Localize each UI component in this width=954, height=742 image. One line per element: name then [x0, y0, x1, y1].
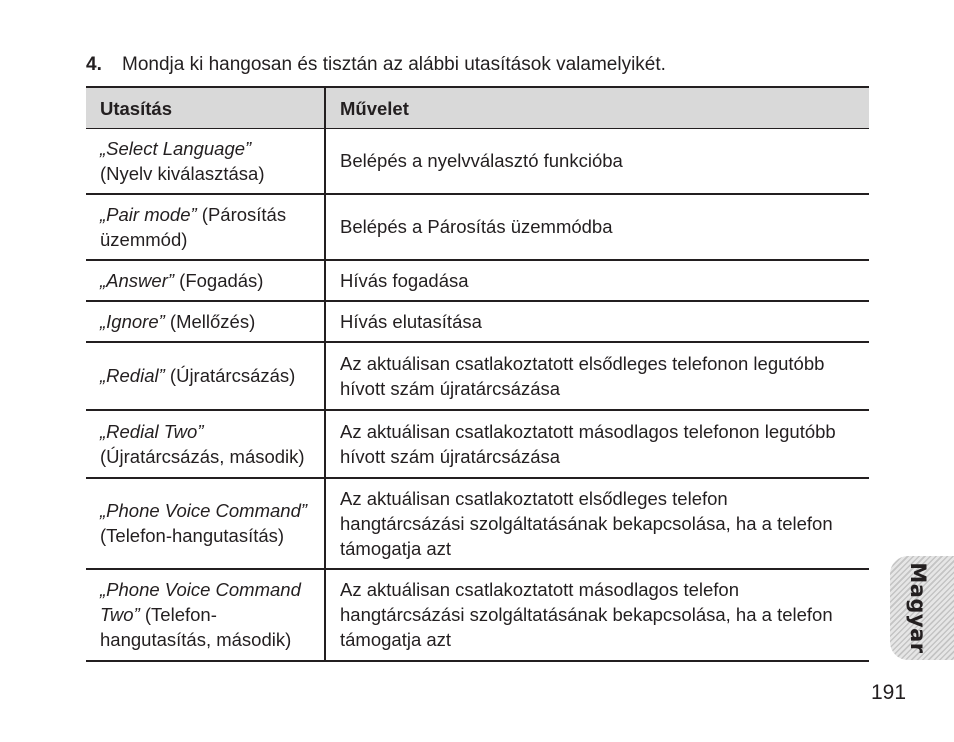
command-cell [86, 478, 325, 569]
command-quoted: „Phone Voice Command” [100, 500, 308, 521]
action-cell: Az aktuálisan csatlakoztatott másodlagos telefon hangtárcsázási szolgáltatásának bekapcsolása, ha a telefon támogatja azt [325, 569, 869, 661]
command-gloss: (Mellőzés) [169, 310, 256, 332]
command-cell [86, 569, 325, 661]
command-quoted: „Ignore” [100, 310, 165, 332]
table-row [86, 569, 869, 661]
step-text: Mondja ki hangosan és tisztán az alábbi utasítások valamelyikét. [122, 54, 666, 75]
command-quoted: „Redial Two” [100, 420, 204, 442]
command-quoted: „Pair mode” [100, 203, 197, 225]
action-cell: Hívás fogadása [325, 260, 869, 301]
action-cell: Az aktuálisan csatlakoztatott másodlagos telefonon legutóbb hívott szám újratárcsázása [325, 410, 869, 478]
table-row [86, 194, 869, 260]
command-quoted: „Select Language” [100, 137, 252, 159]
command-gloss: (Fogadás) [179, 269, 264, 291]
command-cell [86, 342, 325, 410]
command-cell [86, 410, 325, 478]
command-quoted: „Redial” [100, 365, 165, 386]
instruction-step [86, 53, 666, 77]
action-cell: Hívás elutasítása [325, 301, 869, 342]
command-gloss: (Telefon-hangutasítás, második) [100, 604, 292, 650]
table-row [86, 342, 869, 410]
table-row [86, 410, 869, 478]
action-cell: Az aktuálisan csatlakoztatott elsődleges telefon hangtárcsázási szolgáltatásának bekapcsolása, ha a telefon támogatja azt [325, 478, 869, 569]
command-gloss: (Nyelv kiválasztása) [100, 162, 265, 184]
action-cell: Belépés a Párosítás üzemmódba [325, 194, 869, 260]
command-cell [86, 194, 325, 260]
page-number: 191 [871, 681, 907, 704]
header-action: Művelet [325, 87, 869, 129]
command-cell [86, 301, 325, 342]
table-row [86, 260, 869, 301]
command-cell [86, 129, 325, 194]
step-number: 4. [86, 54, 102, 75]
command-gloss: (Párosítás üzemmód) [100, 203, 287, 250]
table-row [86, 129, 869, 194]
action-cell: Belépés a nyelvválasztó funkcióba [325, 129, 869, 194]
language-side-tab [890, 556, 954, 660]
action-cell: Az aktuálisan csatlakoztatott elsődleges telefonon legutóbb hívott szám újratárcsázása [325, 342, 869, 410]
command-quoted: „Answer” [100, 269, 175, 291]
header-command: Utasítás [86, 87, 325, 129]
voice-command-table [86, 86, 869, 662]
command-gloss: (Újratárcsázás, második) [100, 445, 305, 467]
command-gloss: (Telefon-hangutasítás) [100, 525, 285, 546]
command-gloss: (Újratárcsázás) [169, 365, 296, 386]
language-tab-label: Magyar [906, 562, 930, 654]
table-row [86, 301, 869, 342]
command-cell [86, 260, 325, 301]
table-header-row [86, 87, 869, 129]
table-row [86, 478, 869, 569]
command-quoted: „Phone Voice Command Two” [100, 579, 301, 625]
